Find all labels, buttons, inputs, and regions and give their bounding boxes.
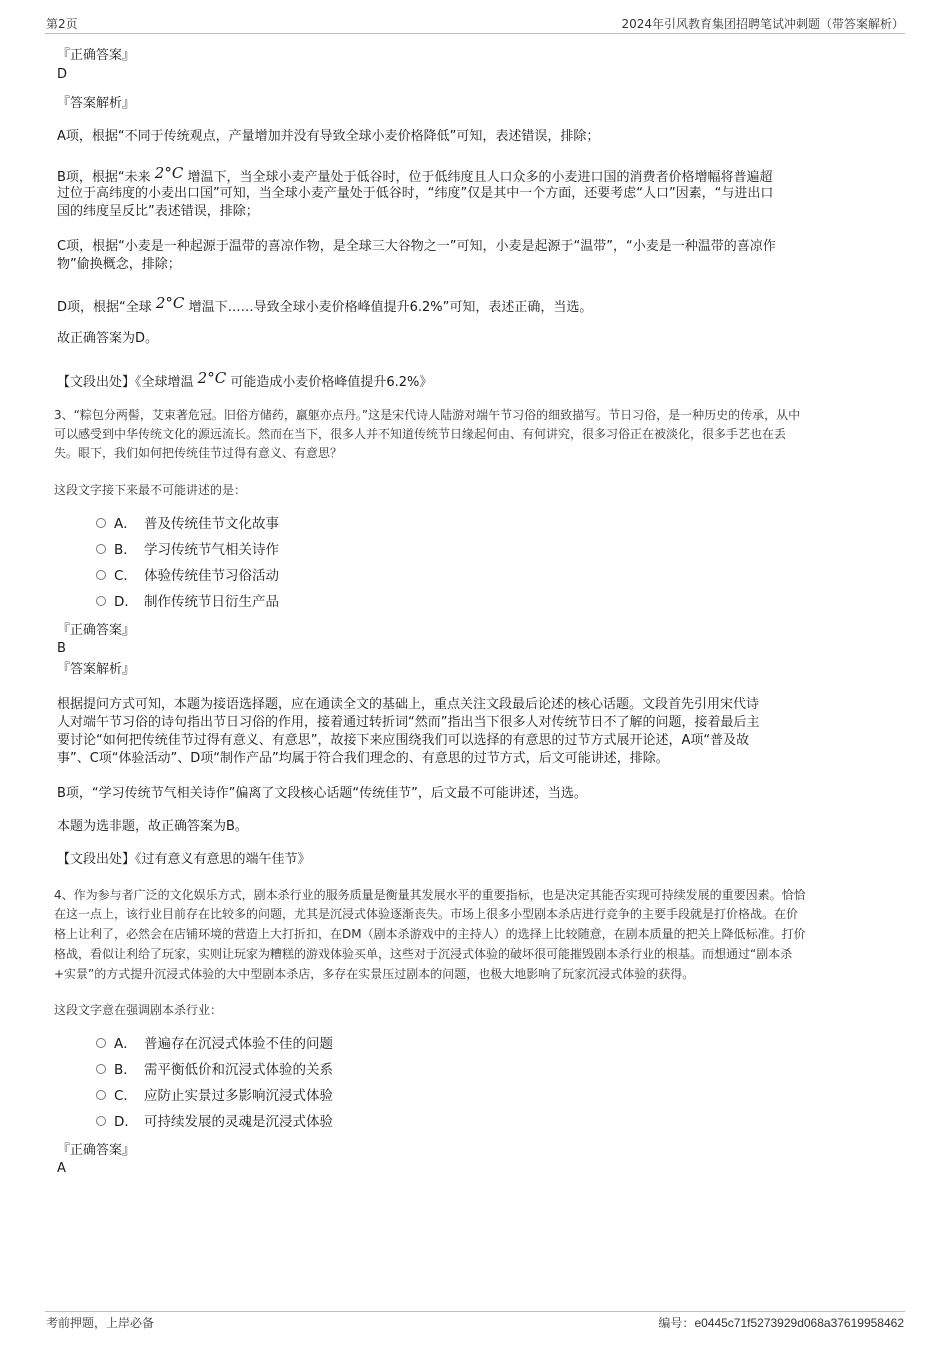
answer-value: A [57, 1161, 66, 1176]
header-divider [45, 33, 905, 34]
analysis-option-b: B项，“学习传统节气相关诗作”偏离了文段核心话题“传统佳节”，后文最不可能讲述，当选。 [57, 786, 587, 801]
analysis-paragraph-line1: 根据提问方式可知，本题为接语选择题，应在通读全文的基础上，重点关注文段最后论述的核心话题。文段首先引用宋代诗 [57, 697, 760, 712]
analysis-option-c-line2: 物”偷换概念，排除； [57, 257, 181, 272]
radio-icon[interactable] [96, 544, 106, 554]
question-4-option-b[interactable]: B． 需平衡低价和沉浸式体验的关系 [96, 1060, 333, 1080]
question-3-stem-line3: 失。眼下，我们如何把传统佳节过得有意义、有意思？ [54, 446, 343, 460]
question-3-option-c[interactable]: C． 体验传统佳节习俗活动 [96, 566, 279, 586]
analysis-option-d: D项，根据“全球 2°C 增温下……导致全球小麦价格峰值提升6.2%”可知，表述正确，当选。 [57, 294, 593, 315]
footer-slogan: 考前押题，上岸必备 [46, 1316, 155, 1330]
temperature-formula: 2°C [155, 294, 185, 312]
document-code: 编号：e0445c71f5273929d068a37619958462 [658, 1316, 904, 1330]
radio-icon[interactable] [96, 518, 106, 528]
question-4-option-d[interactable]: D． 可持续发展的灵魂是沉浸式体验 [96, 1112, 333, 1132]
question-3-prompt: 这段文字接下来最不可能讲述的是： [54, 483, 247, 497]
radio-icon[interactable] [96, 596, 106, 606]
question-3-option-a[interactable]: A． 普及传统佳节文化故事 [96, 514, 279, 534]
analysis-option-a: A项，根据“不同于传统观点，产量增加并没有导致全球小麦价格降低”可知，表述错误，排除； [57, 129, 600, 144]
question-4-stem-line4: 格战，看似让利给了玩家，实则让玩家为糟糕的游戏体验买单，这些对于沉浸式体验的破坏很可能摧毁剧本杀行业的根基。而想通过“剧本杀 [54, 947, 793, 961]
answer-label: 『正确答案』 [57, 48, 136, 63]
question-4-stem-line3: 格上让利了，必然会在店铺环境的营造上大打折扣，在DM（剧本杀游戏中的主持人）的选择上比较随意，在剧本质量的把关上降低标准。打价 [54, 927, 806, 941]
question-3-stem-line1: 3、“粽包分两髻，艾束著危冠。旧俗方储药，羸躯亦点丹。”这是宋代诗人陆游对端午节习俗的细致描写。节日习俗，是一种历史的传承，从中 [54, 408, 801, 422]
question-3-stem-line2: 可以感受到中华传统文化的源远流长。然而在当下，很多人并不知道传统节日缘起何由、有何讲究，很多习俗正在被淡化，很多手艺也在丢 [54, 427, 787, 441]
question-4-stem-line5: +实景”的方式提升沉浸式体验的大中型剧本杀店，多存在实景压过剧本的问题，也极大地影响了玩家沉浸式体验的获得。 [54, 967, 695, 981]
analysis-conclusion: 故正确答案为D。 [57, 331, 159, 346]
temperature-formula: 2°C [197, 369, 227, 387]
answer-value: D [57, 67, 68, 82]
radio-icon[interactable] [96, 570, 106, 580]
analysis-paragraph-line4: 事”、C项“体验活动”、D项“制作产品”均属于符合我们理念的、有意思的过节方式，后文可能讲述，排除。 [57, 751, 669, 766]
analysis-conclusion: 本题为选非题，故正确答案为B。 [57, 819, 248, 834]
footer-divider [45, 1311, 905, 1312]
analysis-label: 『答案解析』 [57, 96, 136, 111]
question-4-stem-line1: 4、作为参与者广泛的文化娱乐方式，剧本杀行业的服务质量是衡量其发展水平的重要指标，也是决定其能否实现可持续发展的重要因素。恰恰 [54, 888, 806, 902]
radio-icon[interactable] [96, 1064, 106, 1074]
source-citation: 【文段出处】《全球增温 2°C 可能造成小麦价格峰值提升6.2%》 [57, 369, 433, 390]
question-3-option-b[interactable]: B． 学习传统节气相关诗作 [96, 540, 279, 560]
analysis-option-b-line3: 国的纬度呈反比”表述错误，排除； [57, 204, 259, 219]
question-4-prompt: 这段文字意在强调剧本杀行业： [54, 1003, 223, 1017]
analysis-option-b-line2: 过位于高纬度的小麦出口国”可知，当全球小麦产量处于低谷时，“纬度”仅是其中一个方面，还要考虑“人口”因素，“与进出口 [57, 186, 774, 201]
analysis-paragraph-line3: 要讨论“如何把传统佳节过得有意义、有意思”，故接下来应围绕我们可以选择的有意思的过节方式展开论述，A项“普及故 [57, 733, 750, 748]
answer-value: B [57, 641, 66, 656]
document-title: 2024年引风教育集团招聘笔试冲刺题（带答案解析） [621, 17, 904, 31]
analysis-option-c-line1: C项，根据“小麦是一种起源于温带的喜凉作物，是全球三大谷物之一”可知，小麦是起源于“温带”，“小麦是一种温带的喜凉作 [57, 239, 776, 254]
temperature-formula: 2°C [154, 164, 184, 182]
question-4-option-c[interactable]: C． 应防止实景过多影响沉浸式体验 [96, 1086, 333, 1106]
radio-icon[interactable] [96, 1038, 106, 1048]
answer-label: 『正确答案』 [57, 1143, 136, 1158]
answer-label: 『正确答案』 [57, 623, 136, 638]
question-4-option-a[interactable]: A． 普遍存在沉浸式体验不佳的问题 [96, 1034, 333, 1054]
source-citation: 【文段出处】《过有意义有意思的端午佳节》 [57, 852, 311, 867]
page-number: 第2页 [46, 17, 78, 31]
analysis-label: 『答案解析』 [57, 662, 136, 677]
radio-icon[interactable] [96, 1116, 106, 1126]
question-4-stem-line2: 在这一点上，该行业目前存在比较多的问题，尤其是沉浸式体验逐渐丧失。市场上很多小型剧本杀店进行竞争的主要手段就是打价格战。在价 [54, 907, 799, 921]
analysis-paragraph-line2: 人对端午节习俗的诗句指出节日习俗的作用，接着通过转折词“然而”指出当下很多人对传统节日不了解的问题，接着最后主 [57, 715, 760, 730]
analysis-option-b-line1: B项，根据“未来 2°C 增温下，当全球小麦产量处于低谷时，位于低纬度且人口众多的小麦进口国的消费者价格增幅将普遍超 [57, 164, 773, 185]
question-3-option-d[interactable]: D． 制作传统节日衍生产品 [96, 592, 279, 612]
radio-icon[interactable] [96, 1090, 106, 1100]
